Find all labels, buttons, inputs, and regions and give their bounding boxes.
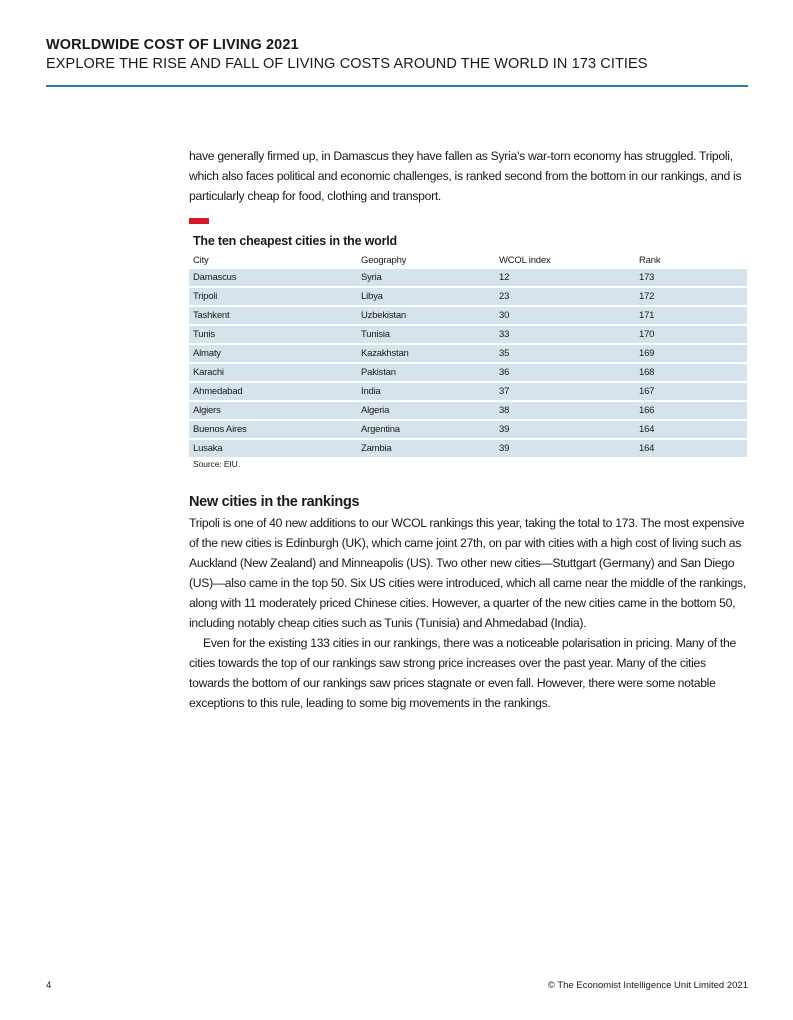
index-cell: 33: [495, 325, 635, 344]
cheapest-cities-table: [189, 251, 747, 457]
index-cell: 23: [495, 287, 635, 306]
index-cell: 38: [495, 401, 635, 420]
intro-paragraph: have generally firmed up, in Damascus they have fallen as Syria’s war-torn economy has struggled. Tripoli, which also faces political and economic challenges, is ranked second from the bottom in our rankings, and is particularly cheap for food, clothing and transport.: [189, 149, 742, 203]
rank-cell: 164: [635, 420, 747, 439]
table-row: [189, 344, 747, 363]
city-cell: Algiers: [189, 401, 357, 420]
geography-cell: India: [357, 382, 495, 401]
column-header: WCOL index: [499, 254, 551, 266]
rank-cell: 172: [635, 287, 747, 306]
city-cell: Karachi: [189, 363, 357, 382]
city-cell: Lusaka: [189, 439, 357, 457]
table-row: [189, 439, 747, 457]
table-source: Source: EIU.: [193, 459, 240, 469]
table-row: [189, 325, 747, 344]
index-cell: 35: [495, 344, 635, 363]
report-title: WORLDWIDE COST OF LIVING 2021: [46, 37, 299, 53]
report-subtitle: EXPLORE THE RISE AND FALL OF LIVING COSTS AROUND THE WORLD IN 173 CITIES: [46, 56, 648, 72]
rank-cell: 168: [635, 363, 747, 382]
section-body: [189, 513, 749, 713]
page-number: 4: [46, 980, 52, 991]
city-cell: Damascus: [189, 269, 357, 287]
geography-cell: Zambia: [357, 439, 495, 457]
table-row: [189, 306, 747, 325]
index-cell: 39: [495, 439, 635, 457]
geography-cell: Uzbekistan: [357, 306, 495, 325]
column-header: Geography: [361, 254, 407, 266]
rank-cell: 164: [635, 439, 747, 457]
index-cell: 12: [495, 269, 635, 287]
copyright-notice: © The Economist Intelligence Unit Limited 2021: [547, 980, 748, 991]
table-row: [189, 420, 747, 439]
section-heading: New cities in the rankings: [189, 494, 360, 510]
rank-cell: 171: [635, 306, 747, 325]
geography-cell: Pakistan: [357, 363, 495, 382]
intro-block: [189, 146, 749, 206]
rank-cell: 170: [635, 325, 747, 344]
page-header: [46, 36, 748, 74]
table-title: The ten cheapest cities in the world: [193, 234, 397, 248]
index-cell: 30: [495, 306, 635, 325]
index-cell: 39: [495, 420, 635, 439]
geography-cell: Kazakhstan: [357, 344, 495, 363]
table-row: [189, 363, 747, 382]
table-row: [189, 287, 747, 306]
table-row: [189, 269, 747, 287]
column-header: City: [193, 254, 209, 266]
section-paragraph-1: Tripoli is one of 40 new additions to our WCOL rankings this year, taking the total to 173. The most expensive of the new cities is Edinburgh (UK), which came joint 27th, on par with cities with a high cost of living such as Auckland (New Zealand) and Minneapolis (US). Two other new cities—Stuttgart (Germany) and San Diego (US)—also came in the top 50. Six US cities were introduced, which all came near the middle of the rankings, along with 11 moderately priced Chinese cities. However, a quarter of the new cities came in the bottom 50, including notably cheap cities such as Tunis (Tunisia) and Ahmedabad (India).: [189, 516, 746, 630]
rank-cell: 169: [635, 344, 747, 363]
table-marker: [189, 218, 209, 224]
index-cell: 37: [495, 382, 635, 401]
index-cell: 36: [495, 363, 635, 382]
rank-cell: 166: [635, 401, 747, 420]
city-cell: Ahmedabad: [189, 382, 357, 401]
section-paragraph-2: Even for the existing 133 cities in our rankings, there was a noticeable polarisation in pricing. Many of the cities towards the top of our rankings saw strong price increases over the past year. Many of the cities towards the bottom of our rankings saw prices stagnate or even fall. However, there were some notable exceptions to this rule, leading to some big movements in the rankings.: [189, 636, 736, 710]
city-cell: Almaty: [189, 344, 357, 363]
geography-cell: Argentina: [357, 420, 495, 439]
column-header: Rank: [639, 254, 661, 266]
rank-cell: 167: [635, 382, 747, 401]
table-row: [189, 382, 747, 401]
geography-cell: Algeria: [357, 401, 495, 420]
city-cell: Tripoli: [189, 287, 357, 306]
table-header-row: [189, 251, 747, 269]
city-cell: Tashkent: [189, 306, 357, 325]
geography-cell: Tunisia: [357, 325, 495, 344]
city-cell: Buenos Aires: [189, 420, 357, 439]
rank-cell: 173: [635, 269, 747, 287]
city-cell: Tunis: [189, 325, 357, 344]
geography-cell: Syria: [357, 269, 495, 287]
geography-cell: Libya: [357, 287, 495, 306]
table-row: [189, 401, 747, 420]
header-divider: [46, 85, 748, 87]
